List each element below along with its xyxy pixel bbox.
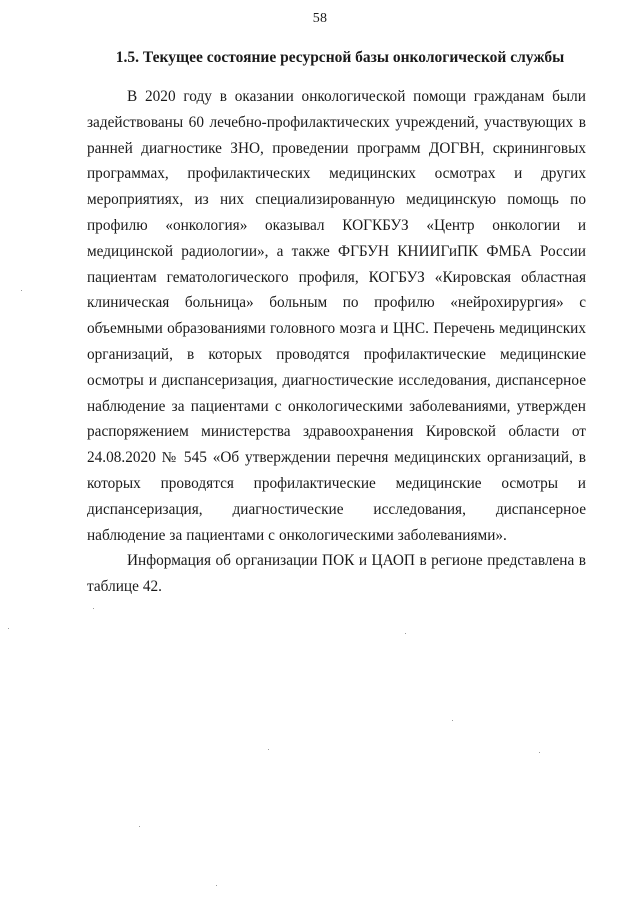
section-heading: 1.5. Текущее состояние ресурсной базы онкологической службы xyxy=(115,49,565,66)
body-text xyxy=(87,84,586,600)
scan-speck xyxy=(139,826,140,827)
scan-speck xyxy=(452,720,453,721)
scan-speck xyxy=(539,752,540,753)
paragraph-table-reference: Информация об организации ПОК и ЦАОП в регионе представлена в таблице 42. xyxy=(87,552,586,596)
paragraph-resources: В 2020 году в оказании онкологической помощи гражданам были задействованы 60 лечебно-профилактических учреждений, участвующих в ранней диагностике ЗНО, проведении программ ДОГВН, скрининговых программах, профилактических медицинских осмотрах и других мероприятиях, из них специализированную медицинскую помощь по профилю «онкология» оказывал КОГКБУЗ «Центр онкологии и медицинской радиологии», а также ФГБУН КНИИГиПК ФМБА России пациентам гематологического профиля, КОГБУЗ «Кировская областная клиническая больница» больным по профилю «нейрохирургия» с объемными образованиями головного мозга и ЦНС. Перечень медицинских организаций, в которых проводятся профилактические медицинские осмотры и диспансеризация, диагностические исследования, диспансерное наблюдение за пациентами с онкологическими заболеваниями, утвержден распоряжением министерства здравоохранения Кировской области от 24.08.2020 № 545 «Об утверждении перечня медицинских организаций, в которых проводятся профилактические медицинские осмотры и диспансеризация, диагностические исследования, диспансерное наблюдение за пациентами с онкологическими заболеваниями». xyxy=(87,88,586,544)
scan-speck xyxy=(268,749,269,750)
scan-speck xyxy=(8,628,9,629)
scan-speck xyxy=(21,290,22,291)
page-number: 58 xyxy=(312,11,328,26)
scan-speck xyxy=(216,885,217,886)
scan-speck xyxy=(405,633,406,634)
scan-speck xyxy=(93,608,94,609)
